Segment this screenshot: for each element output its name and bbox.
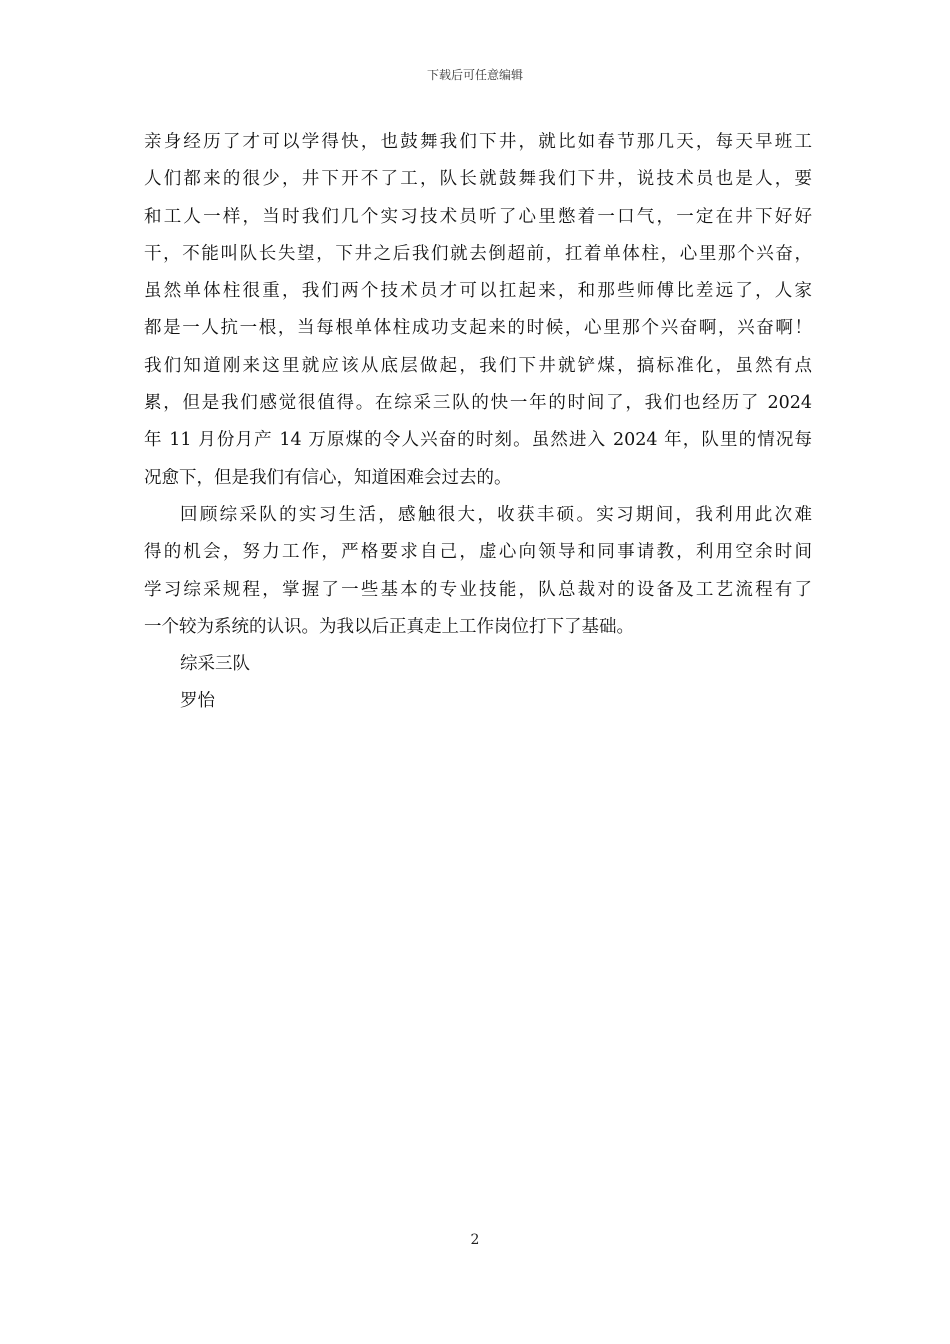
text-line: 我们知道刚来这里就应该从底层做起，我们下井就铲煤，搞标准化，虽然有点 — [144, 355, 812, 376]
text-line: 一个较为系统的认识。为我以后正真走上工作岗位打下了基础。 — [144, 616, 634, 637]
text-line: 都是一人抗一根，当每根单体柱成功支起来的时候，心里那个兴奋啊，兴奋啊！ — [144, 318, 812, 339]
page-header: 下载后可任意编辑 — [426, 68, 523, 82]
signature-team: 综采三队 — [180, 654, 250, 675]
text-line: 和工人一样，当时我们几个实习技术员听了心里憋着一口气，一定在井下好好 — [144, 206, 812, 227]
text-line: 学习综采规程，掌握了一些基本的专业技能，队总裁对的设备及工艺流程有了 — [144, 579, 812, 600]
signature-block — [144, 646, 812, 721]
text-line: 况愈下，但是我们有信心，知道困难会过去的。 — [144, 467, 512, 488]
paragraph-1 — [144, 124, 812, 497]
paragraph-2 — [144, 497, 812, 646]
text-line: 累，但是我们感觉很值得。在综采三队的快一年的时间了，我们也经历了 2024 — [144, 393, 812, 414]
page-number: 2 — [470, 1232, 480, 1248]
text-line: 干，不能叫队长失望，下井之后我们就去倒超前，扛着单体柱，心里那个兴奋， — [144, 243, 812, 264]
text-line: 虽然单体柱很重，我们两个技术员才可以扛起来，和那些师傅比差远了，人家 — [144, 281, 812, 302]
text-line: 得的机会，努力工作，严格要求自己，虚心向领导和同事请教，利用空余时间 — [144, 542, 812, 563]
text-line: 年 11 月份月产 14 万原煤的令人兴奋的时刻。虽然进入 2024 年，队里的情况每 — [144, 430, 812, 451]
text-line: 人们都来的很少，井下开不了工，队长就鼓舞我们下井，说技术员也是人，要 — [144, 169, 812, 190]
document-body — [144, 124, 812, 721]
signature-name: 罗怡 — [180, 691, 215, 712]
text-line: 回顾综采队的实习生活，感触很大，收获丰硕。实习期间，我利用此次难 — [180, 504, 812, 525]
text-line: 亲身经历了才可以学得快，也鼓舞我们下井，就比如春节那几天，每天早班工 — [144, 132, 812, 152]
